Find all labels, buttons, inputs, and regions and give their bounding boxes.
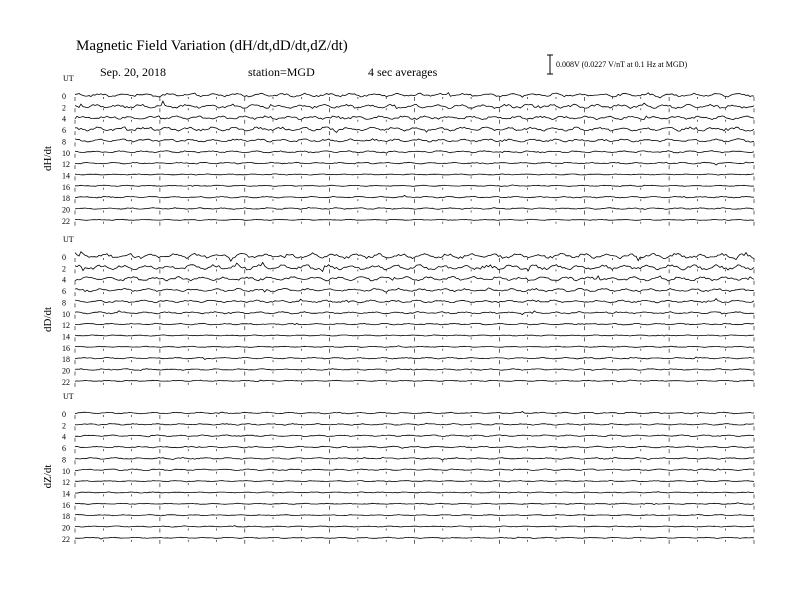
hour-tick-label: 8 [62,137,66,147]
hour-tick-label: 6 [62,287,66,297]
trace-line [75,335,754,336]
hour-tick-label: 8 [62,455,66,465]
hour-tick-label: 14 [62,332,70,342]
trace-line [75,446,754,448]
ut-label: UT [63,235,74,244]
hour-tick-label: 16 [62,500,70,510]
trace-line [75,162,754,165]
hour-tick-label: 10 [62,148,70,158]
trace-line [75,346,754,348]
trace-line [75,514,754,516]
trace-line [75,311,754,315]
trace-line [75,139,754,142]
trace-line [75,323,754,325]
hour-tick-label: 0 [62,253,66,262]
trace-line [75,537,754,539]
hour-tick-label: 16 [62,343,70,353]
chart-title: Magnetic Field Variation (dH/dt,dD/dt,dZ/dt) [76,38,348,54]
date-label: Sep. 20, 2018 [100,65,166,79]
trace-line [75,480,754,482]
hour-tick-label: 14 [62,171,70,181]
trace-line [75,492,754,493]
trace-line [75,288,754,292]
station-label: station=MGD [248,65,315,79]
trace-line [75,423,754,425]
trace-line [75,412,754,414]
hour-tick-label: 2 [62,421,66,431]
trace-line [75,116,754,120]
trace-line [75,503,754,505]
trace-line [75,469,754,471]
panel-ylabel: dZ/dt [42,464,54,489]
panel-ylabel: dH/dt [42,145,54,171]
hour-tick-label: 8 [62,298,66,308]
trace-line [75,174,754,175]
hour-tick-label: 20 [62,366,70,376]
hour-tick-label: 22 [62,534,70,544]
trace-line [75,101,754,108]
hour-tick-label: 6 [62,126,66,136]
ut-label: UT [63,392,74,401]
hour-tick-label: 6 [62,444,66,454]
hour-tick-label: 22 [62,216,70,226]
trace-line [75,457,754,460]
trace-line [75,151,754,154]
panel-ylabel: dD/dt [42,306,54,332]
ut-label: UT [63,74,74,83]
hour-tick-label: 16 [62,182,70,192]
hour-tick-label: 4 [62,432,66,442]
hour-tick-label: 20 [62,523,70,533]
hour-tick-label: 18 [62,355,70,365]
hour-tick-label: 14 [62,489,70,499]
trace-line [75,185,754,187]
trace-line [75,195,754,198]
trace-line [75,369,754,371]
hour-tick-label: 10 [62,309,70,319]
hour-tick-label: 0 [62,92,66,101]
hour-tick-label: 4 [62,275,66,285]
trace-line [75,435,754,437]
hour-tick-label: 12 [62,478,70,488]
trace-line [75,219,754,220]
trace-line [75,526,754,528]
scale-label: 0.008V (0.0227 V/nT at 0.1 Hz at MGD) [556,60,688,69]
trace-line [75,276,754,281]
trace-line [75,380,754,382]
hour-tick-label: 18 [62,194,70,204]
trace-line [75,299,754,303]
hour-tick-label: 12 [62,160,70,170]
trace-line [75,357,754,360]
trace-line [75,207,754,209]
hour-tick-label: 10 [62,466,70,476]
hour-tick-label: 0 [62,410,66,419]
averaging-label: 4 sec averages [368,65,438,79]
hour-tick-label: 20 [62,205,70,215]
hour-tick-label: 4 [62,114,66,124]
hour-tick-label: 2 [62,264,66,274]
hour-tick-label: 2 [62,103,66,113]
hour-tick-label: 22 [62,377,70,387]
hour-tick-label: 18 [62,512,70,522]
hour-tick-label: 12 [62,321,70,331]
